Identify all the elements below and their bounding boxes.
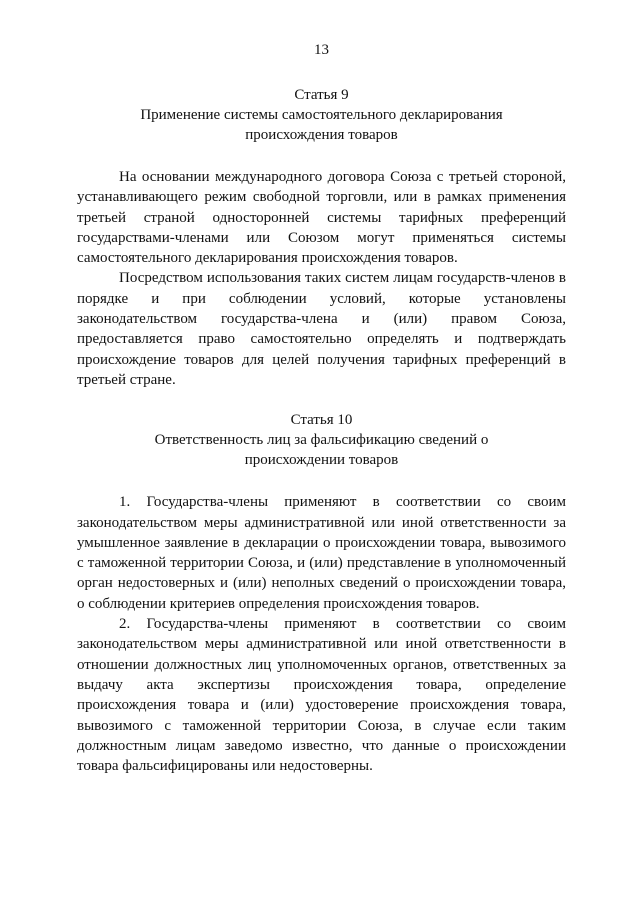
article-body xyxy=(77,492,566,776)
paragraph: 1. Государства-члены применяют в соответствии со своим законодательством меры административной или иной ответственности за умышленное заявление в декларации о происхождении товара, вывозимого с таможенной территории Союза, и (или) представление в уполномоченный орган недостоверных и (или) неполных сведений о происхождении товара, о соблюдении критериев определения происхождения товаров. xyxy=(77,494,566,612)
article-title: Применение системы самостоятельного декларирования происхождения товаров xyxy=(140,107,503,143)
article-body xyxy=(77,167,566,390)
paragraph: Посредством использования таких систем лицам государств-членов в порядке и при соблюдении условий, которые установлены законодательством государства-члена и (или) правом Союза, предоставляется право самостоятельно определять и подтверждать происхождение товаров для целей получения тарифных преференций в третьей стране. xyxy=(77,270,566,388)
article-heading: Статья 10 xyxy=(290,412,353,429)
article-9 xyxy=(77,85,566,390)
article-10 xyxy=(77,410,566,776)
paragraph: 2. Государства-члены применяют в соответствии со своим законодательством меры административной или иной ответственности в отношении должностных лиц уполномоченных органов, ответственных за выдачу акта экспертизы происхождения товара, определение происхождения товара и (или) удостоверение происхождения товара, вывозимого с таможенной территории Союза, в случае если таким должностным лицам заведомо известно, что данные о происхождении товара фальсифицированы или недостоверны. xyxy=(77,616,566,775)
paragraph: На основании международного договора Союза с третьей стороной, устанавливающего режим свободной торговли, или в рамках применения третьей страной односторонней системы тарифных преференций государствами-членами или Союзом могут применяться системы самостоятельного декларирования происхождения товаров. xyxy=(77,169,566,267)
page-number: 13 xyxy=(314,42,329,58)
article-title: Ответственность лиц за фальсификацию сведений о происхождении товаров xyxy=(154,432,489,469)
article-heading: Статья 9 xyxy=(294,87,349,103)
